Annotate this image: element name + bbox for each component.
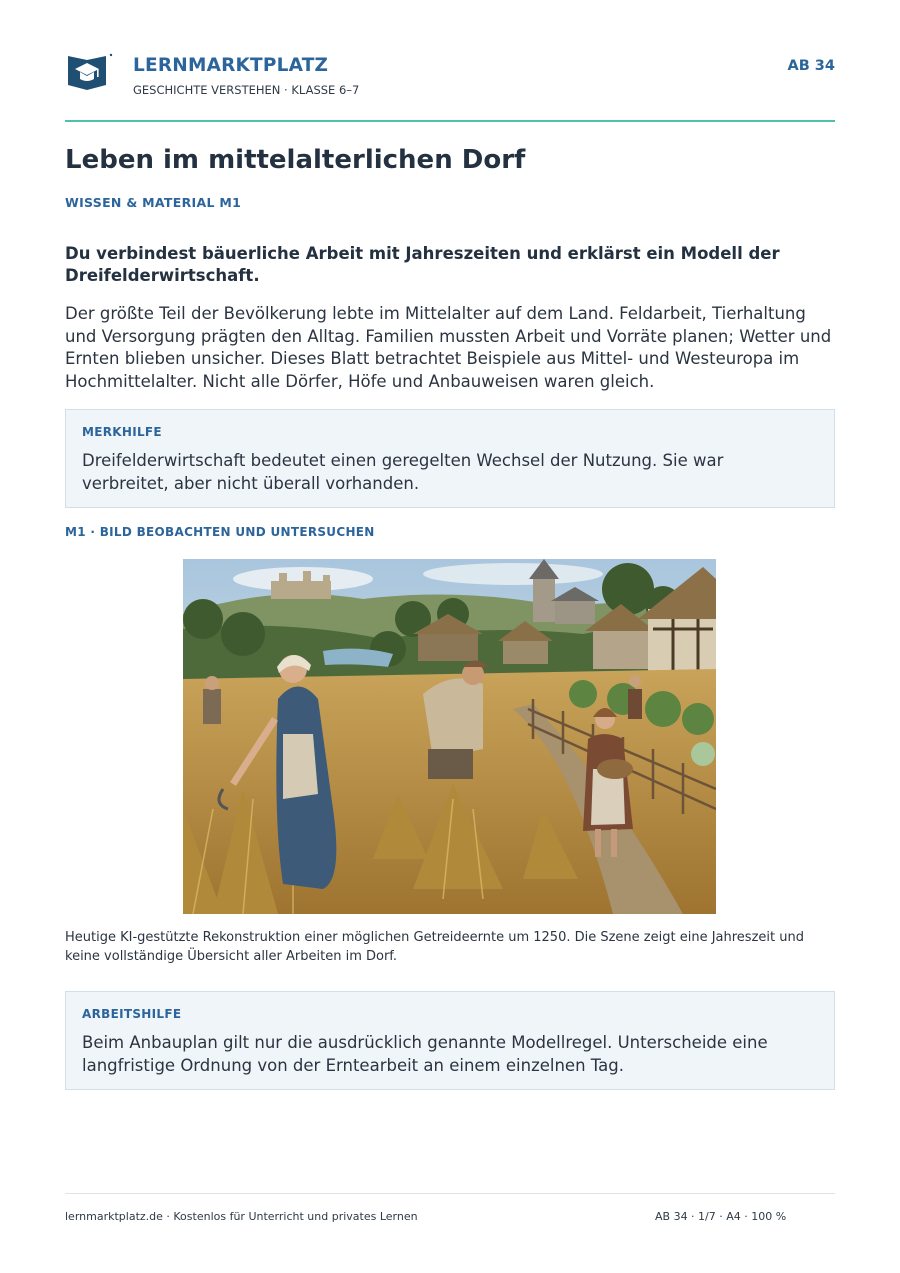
graduation-cap-book-icon — [65, 52, 113, 92]
intro-paragraph: Der größte Teil der Bevölkerung lebte im Mittelalter auf dem Land. Feldarbeit, Tierhaltung und Versorgung prägten den Alltag. Familien mussten Arbeit und Vorräte planen; Wetter und Ernten blieben unsicher. Dieses Blatt betrachtet Beispiele aus Mittel- und Westeuropa im Hochmittelalter. Nicht alle Dörfer, Höfe und Anbauweisen waren gleich. — [65, 304, 832, 391]
merkhilfe-label: MERKHILFE — [82, 425, 162, 439]
merkhilfe-box — [65, 409, 835, 508]
arbeitshilfe-box — [65, 991, 835, 1090]
merkhilfe-text: Dreifelderwirtschaft bedeutet einen geregelten Wechsel der Nutzung. Sie war verbreitet, aber nicht überall vorhanden. — [82, 451, 724, 493]
brand-name: LERNMARKTPLATZ — [133, 55, 329, 76]
sheet-id: AB 34 — [787, 58, 835, 74]
footer-page-info: AB 34 · 1/7 · A4 · 100 % — [655, 1210, 787, 1223]
arbeitshilfe-label: ARBEITSHILFE — [82, 1007, 182, 1021]
learning-goal: Du verbindest bäuerliche Arbeit mit Jahreszeiten und erklärst ein Modell der Dreifelderwirtschaft. — [65, 244, 780, 285]
material-kicker: WISSEN & MATERIAL M1 — [65, 195, 242, 210]
figure-section-label: M1 · BILD BEOBACHTEN UND UNTERSUCHEN — [65, 525, 375, 539]
footer-site-note: lernmarktplatz.de · Kostenlos für Unterricht und privates Lernen — [65, 1210, 418, 1223]
brand-subtitle: GESCHICHTE VERSTEHEN · KLASSE 6–7 — [133, 83, 360, 97]
header-divider — [65, 120, 835, 122]
figure-caption: Heutige KI-gestützte Rekonstruktion einer möglichen Getreideernte um 1250. Die Szene zeigt eine Jahreszeit und keine vollständige Übersicht aller Arbeiten im Dorf. — [65, 930, 804, 964]
footer-divider — [65, 1193, 835, 1194]
harvest-scene-image — [183, 559, 716, 914]
page-header — [65, 52, 835, 102]
page-title: Leben im mittelalterlichen Dorf — [65, 145, 526, 175]
arbeitshilfe-text: Beim Anbauplan gilt nur die ausdrücklich genannte Modellregel. Unterscheide eine langfristige Ordnung von der Erntearbeit an einem einzelnen Tag. — [82, 1033, 768, 1075]
